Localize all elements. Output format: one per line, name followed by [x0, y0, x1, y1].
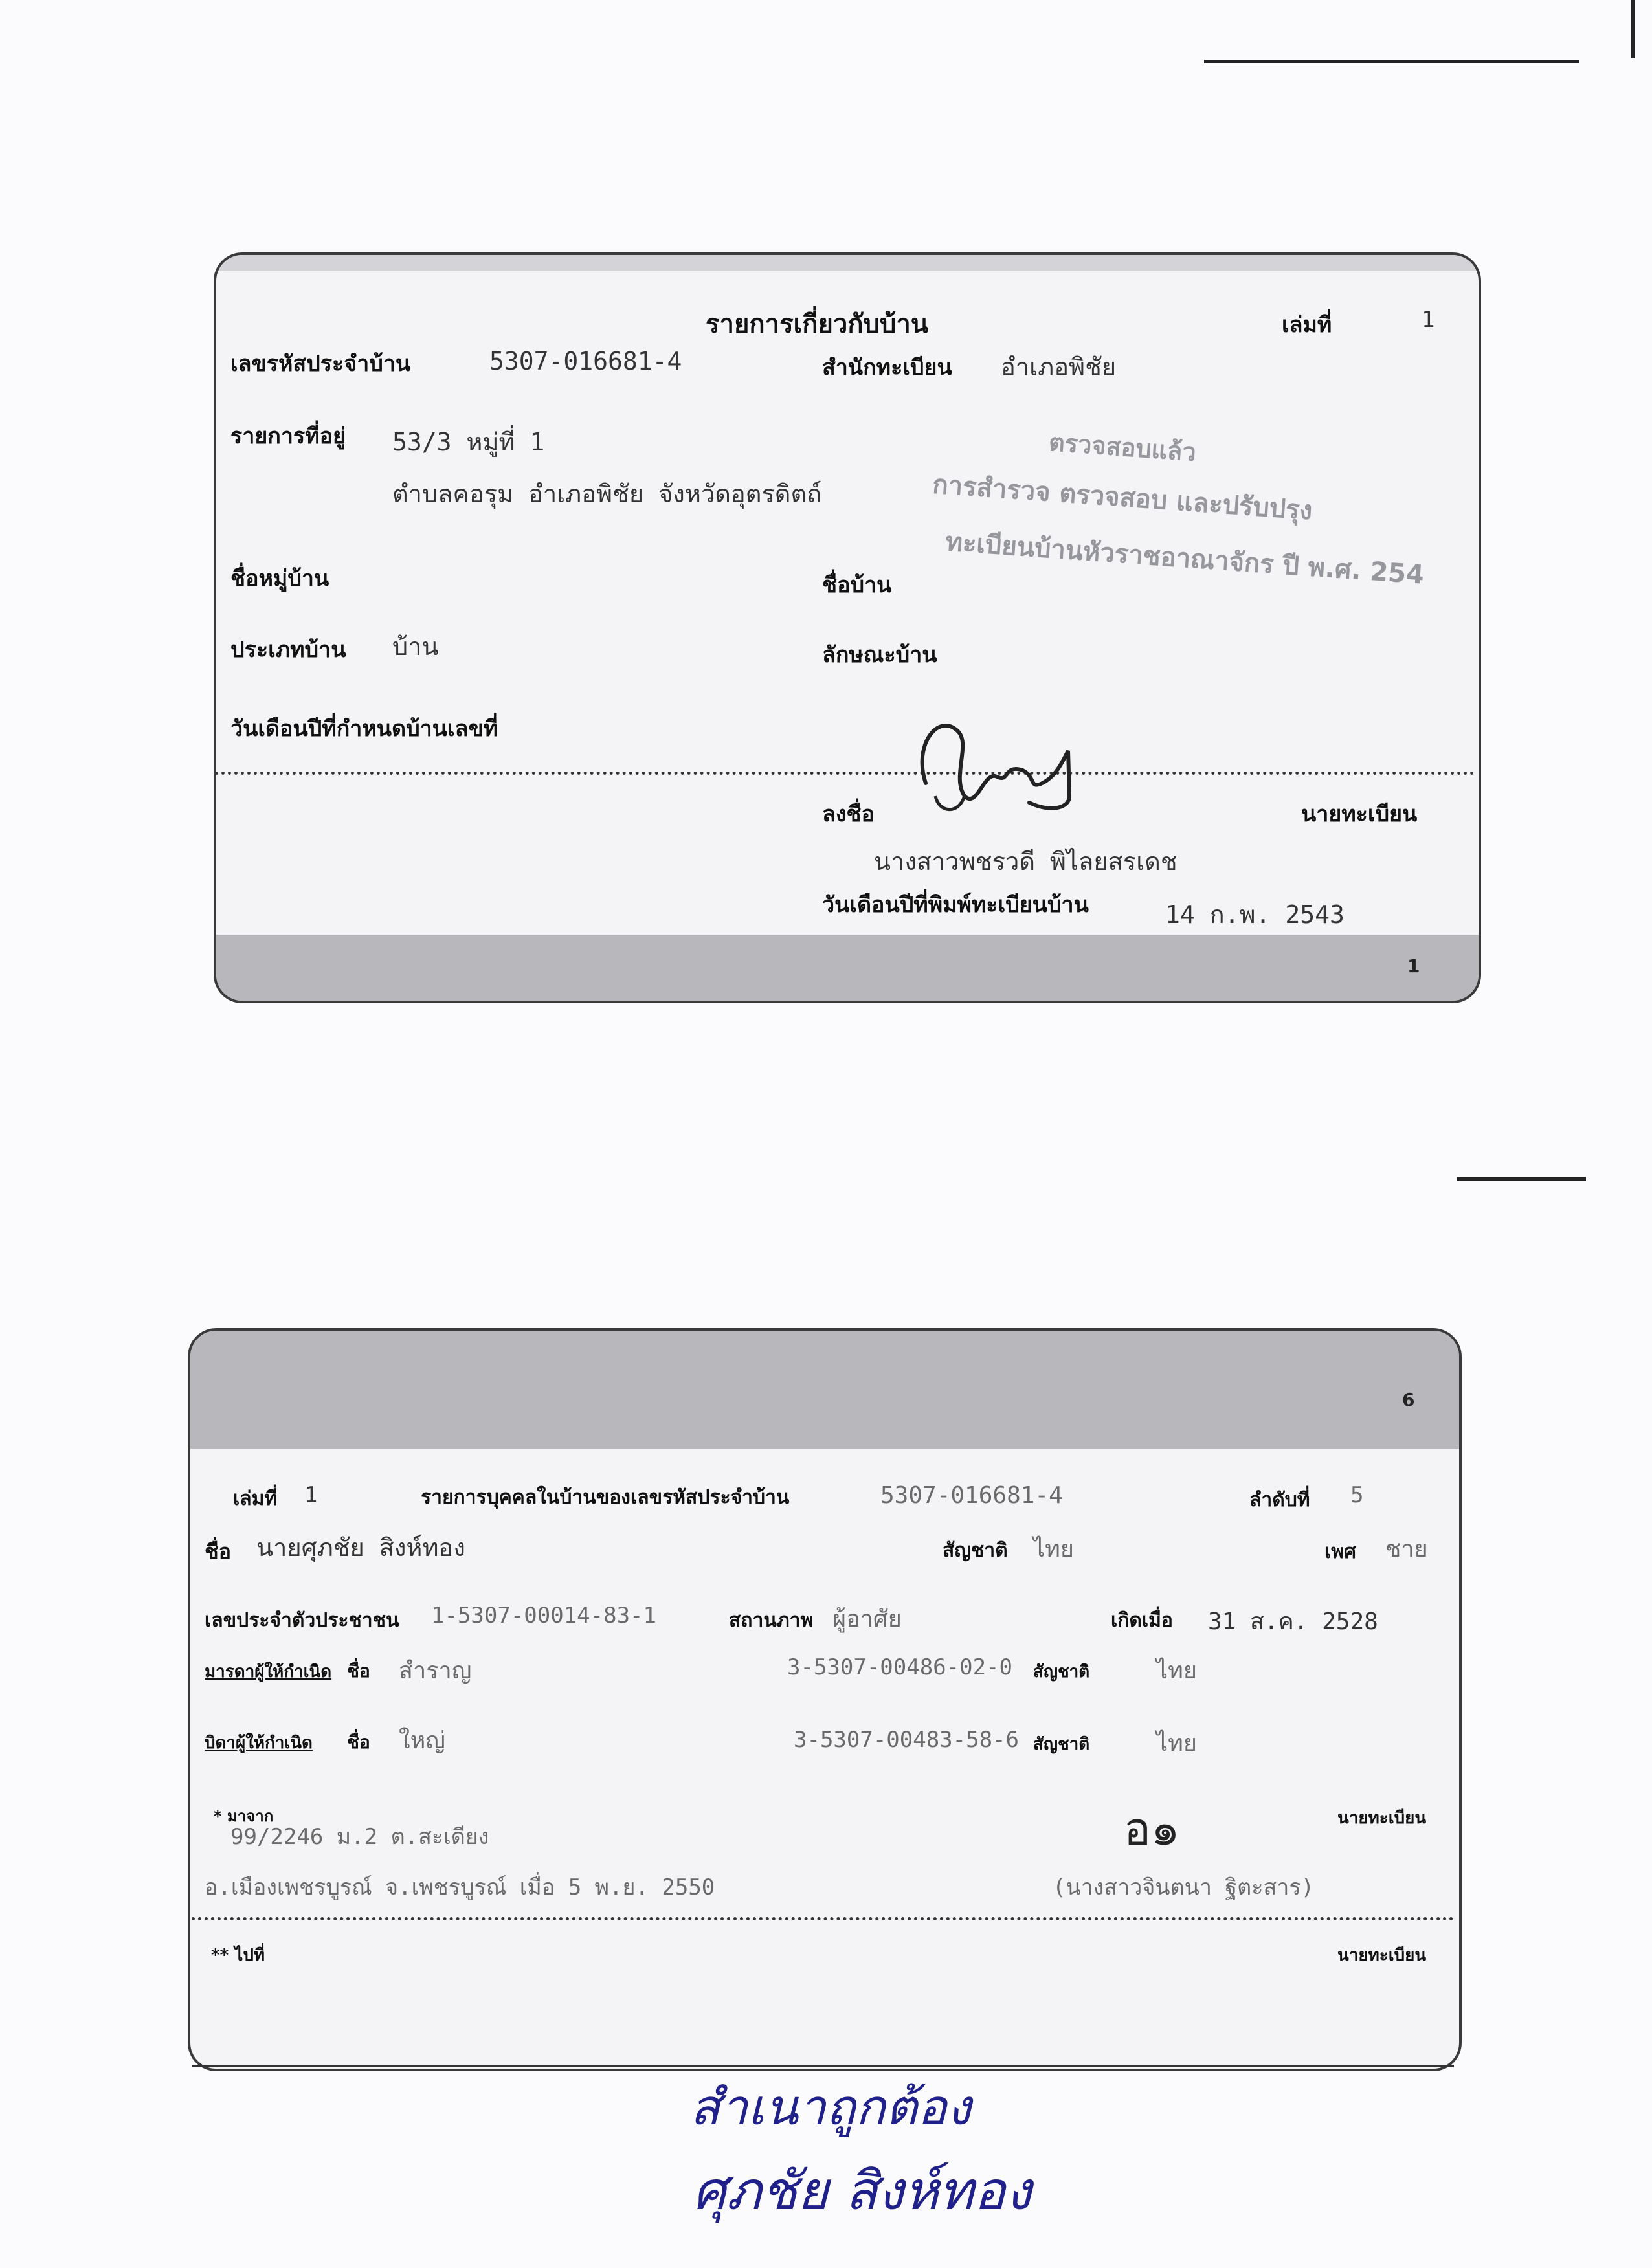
- mother-label: มารดาผู้ให้กำเนิด: [205, 1662, 332, 1682]
- middle-edge-line: [1457, 1177, 1586, 1181]
- person-book-label: เล่มที่: [233, 1487, 278, 1510]
- address-line-2: ตำบลคอรุม อำเภอพิชัย จังหวัดอุตรดิตถ์: [392, 480, 822, 508]
- registrar-label-1: นายทะเบียน: [1337, 1808, 1427, 1828]
- house-type-label: ประเภทบ้าน: [230, 637, 346, 663]
- house-type-value: บ้าน: [392, 632, 439, 661]
- house-record-divider: [215, 772, 1475, 775]
- sex-value: ชาย: [1385, 1536, 1428, 1562]
- father-name-value: ใหญ่: [399, 1728, 445, 1754]
- house-code-value: 5307-016681-4: [489, 347, 682, 375]
- registrar-label: นายทะเบียน: [1301, 801, 1418, 827]
- person-house-code-value: 5307-016681-4: [880, 1482, 1063, 1509]
- house-code-label: เลขรหัสประจำบ้าน: [230, 351, 411, 377]
- signed-label: ลงชื่อ: [822, 801, 875, 827]
- person-record-card: [188, 1328, 1462, 2071]
- moved-from-label: * มาจาก: [214, 1807, 274, 1825]
- house-record-page-number: 1: [1407, 955, 1420, 977]
- handwritten-certified-copy: สำเนาถูกต้อง: [690, 2078, 971, 2136]
- book-value: 1: [1422, 307, 1435, 333]
- birth-value: 31 ส.ค. 2528: [1208, 1608, 1378, 1635]
- status-label: สถานภาพ: [729, 1609, 814, 1632]
- house-style-label: ลักษณะบ้าน: [822, 642, 937, 668]
- registrar-initial: อ๑: [1124, 1803, 1180, 1856]
- mother-name-value: สำราญ: [399, 1658, 472, 1684]
- registrar-signature: [900, 706, 1094, 822]
- person-record-page-number: 6: [1402, 1389, 1415, 1410]
- card-footer-band: [216, 935, 1479, 1001]
- village-name-label: ชื่อหมู่บ้าน: [230, 566, 329, 592]
- sex-label: เพศ: [1324, 1540, 1357, 1563]
- verification-stamp-line-3: ทะเบียนบ้านหัวราชอาณาจักร ปี พ.ศ. 254: [944, 527, 1425, 590]
- mother-nationality-label: สัญชาติ: [1033, 1662, 1090, 1682]
- birth-label: เกิดเมื่อ: [1111, 1609, 1173, 1632]
- father-name-label: ชื่อ: [347, 1731, 370, 1753]
- card-header-band: [190, 1331, 1459, 1449]
- order-value: 5: [1350, 1482, 1364, 1508]
- father-nationality-label: สัญชาติ: [1033, 1735, 1090, 1754]
- top-edge-line: [1204, 60, 1579, 63]
- order-label: ลำดับที่: [1249, 1489, 1310, 1511]
- moved-from-line-2: อ.เมืองเพชรบูรณ์ จ.เพชรบูรณ์ เมื่อ 5 พ.ย. 2550: [205, 1874, 715, 1900]
- right-page-edge: [1631, 0, 1635, 58]
- registrar-name: นางสาวพชรวดี พิไลยสรเดช: [874, 847, 1178, 876]
- print-date-label: วันเดือนปีที่พิมพ์ทะเบียนบ้าน: [822, 892, 1089, 918]
- print-date-value: 14 ก.พ. 2543: [1165, 900, 1345, 929]
- citizen-id-value: 1-5307-00014-83-1: [431, 1603, 656, 1629]
- registrar-label-2: นายทะเบียน: [1337, 1946, 1427, 1965]
- nationality-value: ไทย: [1033, 1536, 1074, 1562]
- registry-office-label: สำนักทะเบียน: [822, 355, 952, 381]
- address-label: รายการที่อยู่: [230, 423, 346, 449]
- moved-to-label: ** ไปที่: [211, 1946, 265, 1965]
- person-record-title: รายการบุคคลในบ้านของเลขรหัสประจำบ้าน: [421, 1486, 790, 1509]
- person-card-bottom-line: [192, 2065, 1454, 2067]
- father-nationality-value: ไทย: [1156, 1730, 1197, 1757]
- address-line-1: 53/3 หมู่ที่ 1: [392, 428, 545, 456]
- status-value: ผู้อาศัย: [832, 1606, 902, 1632]
- mother-nationality-value: ไทย: [1156, 1658, 1197, 1684]
- name-label: ชื่อ: [205, 1539, 231, 1564]
- number-assigned-date-label: วันเดือนปีที่กำหนดบ้านเลขที่: [230, 716, 498, 742]
- name-value: นายศุภชัย สิงห์ทอง: [256, 1533, 465, 1562]
- mother-id-value: 3-5307-00486-02-0: [787, 1654, 1012, 1680]
- verification-stamp-line-1: ตรวจสอบแล้ว: [1047, 428, 1198, 467]
- person-record-divider: [192, 1917, 1454, 1920]
- verification-stamp-line-2: การสำรวจ ตรวจสอบ และปรับปรุง: [932, 469, 1313, 526]
- citizen-id-label: เลขประจำตัวประชาชน: [205, 1609, 399, 1632]
- card-top-band: [216, 255, 1479, 271]
- house-record-title: รายการเกี่ยวกับบ้าน: [706, 309, 929, 339]
- registry-office-value: อำเภอพิชัย: [1001, 353, 1117, 381]
- father-id-value: 3-5307-00483-58-6: [794, 1727, 1019, 1753]
- person-book-value: 1: [304, 1482, 318, 1508]
- registrar-name-2: (นางสาวจินตนา ฐิตะสาร): [1053, 1874, 1315, 1900]
- nationality-label: สัญชาติ: [943, 1539, 1008, 1562]
- mother-name-label: ชื่อ: [347, 1660, 370, 1682]
- father-label: บิดาผู้ให้กำเนิด: [205, 1733, 313, 1753]
- house-name-label: ชื่อบ้าน: [822, 572, 892, 598]
- moved-from-line-1: 99/2246 ม.2 ต.สะเดียง: [230, 1824, 489, 1850]
- handwritten-name: ศุภชัย สิงห์ทอง: [693, 2161, 1032, 2222]
- book-label: เล่มที่: [1282, 312, 1332, 338]
